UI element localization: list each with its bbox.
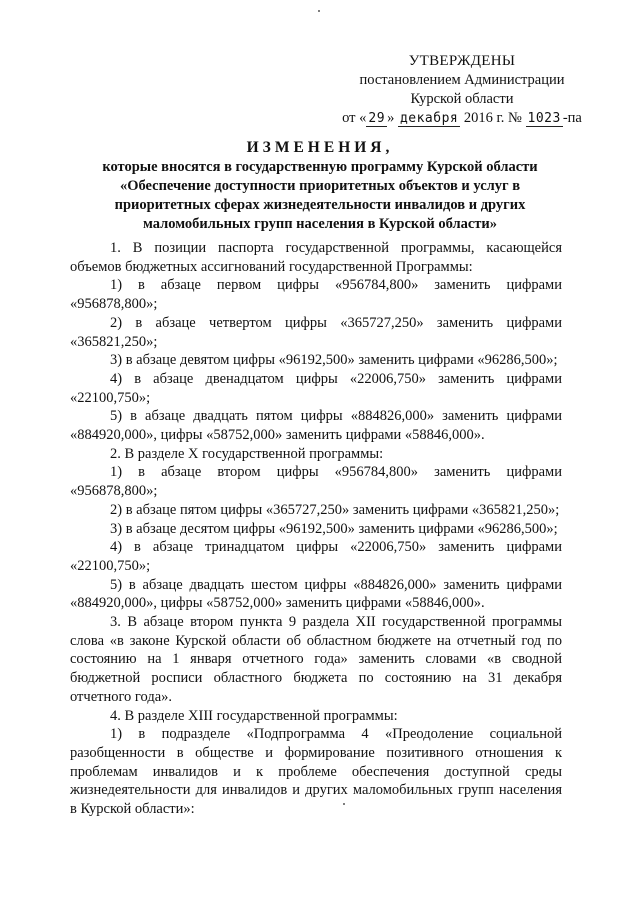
paragraph: 4. В разделе XIII государственной программы:: [110, 707, 398, 724]
paragraph: 3. В абзаце втором пункта 9 раздела XII государственной программы слова «в законе Курской области об областном бюджете на отчетный год по состоянию на 1 января отчетного года» заменить словами «в сводной бюджетной росписи областного бюджета по состоянию на 31 декабря отчетного года».: [70, 614, 562, 705]
approval-line-2: Курской области: [410, 91, 514, 107]
handwritten-number: 1023: [527, 111, 561, 126]
number-suffix: -па: [562, 110, 582, 126]
paragraph: 2) в абзаце пятом цифры «365727,250» заменить цифрами «365821,250»;: [110, 501, 560, 518]
paragraph: 3) в абзаце девятом цифры «96192,500» заменить цифрами «96286,500»;: [110, 352, 558, 369]
handwritten-day: 29: [368, 111, 386, 126]
paragraph: 1) в абзаце втором цифры «956784,800» заменить цифрами «956878,800»;: [70, 464, 562, 500]
paragraph: 4) в абзаце двенадцатом цифры «22006,750» заменить цифрами «22100,750»;: [70, 370, 562, 406]
paragraph: 5) в абзаце двадцать шестом цифры «884826,000» заменить цифрами «884920,000», цифры «58752,000» заменить цифрами «58846,000».: [70, 576, 562, 612]
approval-date-line: [312, 109, 612, 128]
document-body: [70, 239, 562, 819]
paragraph: 1. В позиции паспорта государственной программы, касающейся объемов бюджетных ассигнований государственной Программы:: [70, 240, 562, 275]
paragraph: 2) в абзаце четвертом цифры «365727,250» заменить цифрами «365821,250»;: [70, 314, 562, 350]
date-year: 2016 г. №: [463, 110, 522, 126]
approval-line-1: постановлением Администрации: [359, 72, 565, 88]
paragraph: 5) в абзаце двадцать пятом цифры «884826,000» заменить цифрами «884920,000», цифры «58752,000» заменить цифрами «58846,000».: [70, 408, 562, 444]
document-heading: [60, 138, 580, 234]
paragraph: 3) в абзаце десятом цифры «96192,500» заменить цифрами «96286,500»;: [110, 520, 558, 537]
approval-title: УТВЕРЖДЕНЫ: [408, 53, 516, 69]
paragraph: 1) в абзаце первом цифры «956784,800» заменить цифрами «956878,800»;: [70, 277, 562, 313]
scan-speck: [318, 10, 320, 12]
heading-line-2: «Обеспечение доступности приоритетных объектов и услуг в: [119, 178, 521, 194]
paragraph: 2. В разделе X государственной программы:: [110, 445, 384, 462]
date-prefix: от «: [342, 110, 367, 126]
approval-block: [312, 52, 612, 128]
heading-line-1: которые вносятся в государственную программу Курской области: [102, 159, 538, 175]
paragraph: 4) в абзаце тринадцатом цифры «22006,750» заменить цифрами «22100,750»;: [70, 539, 562, 574]
date-close-quote: »: [387, 110, 395, 126]
heading-title: ИЗМЕНЕНИЯ,: [246, 139, 394, 156]
handwritten-month: декабря: [399, 111, 459, 126]
heading-line-4: маломобильных групп населения в Курской области»: [142, 216, 498, 232]
heading-line-3: приоритетных сферах жизнедеятельности инвалидов и других: [114, 197, 526, 213]
paragraph: 1) в подразделе «Подпрограмма 4 «Преодоление социальной разобщенности в обществе и формирование позитивного отношения к проблемам инвалидов и к проблеме обеспечения доступной среды жизнедеятельности для инвалидов и других маломобильных групп населения в Курской области»:: [70, 726, 562, 818]
